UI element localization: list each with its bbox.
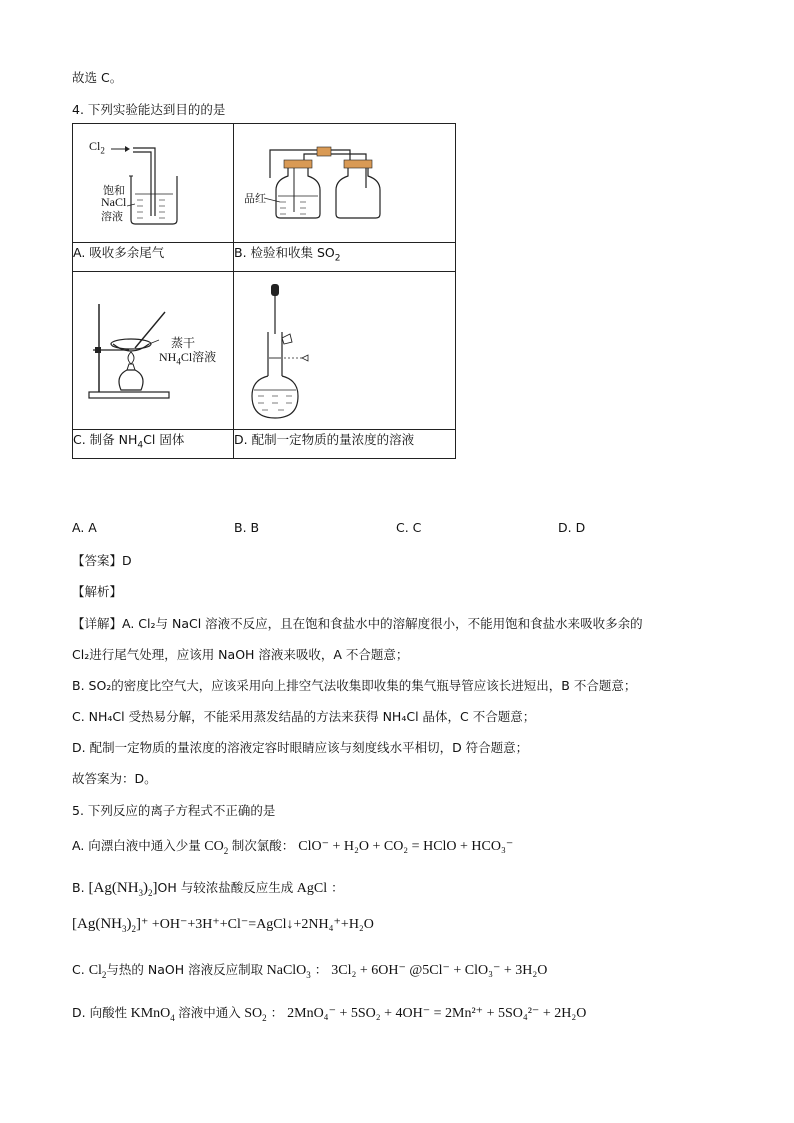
- magenta-label: 品红: [244, 192, 266, 205]
- option-c-caption: C. 制备 $NH_4Cl$ 固体: [73, 430, 234, 459]
- option-b: B. B: [234, 520, 260, 535]
- q5-option-a: A. 向漂白液中通入少量 $CO_2$ 制次氯酸： ClO⁻ + H₂O + CO₂ = HClO + HCO₃⁻: [72, 838, 514, 856]
- q5-option-b: B. $[Ag(NH_3)_2]OH$ 与较浓盐酸反应生成 AgCl ：: [72, 880, 344, 898]
- detail-conclusion: 故答案为：D。: [72, 771, 157, 786]
- option-d: D. D: [558, 520, 586, 535]
- volumetric-flask-figure: [234, 272, 455, 429]
- prev-conclusion: 故选 C。: [72, 70, 123, 85]
- figure-b-cell: [234, 124, 456, 243]
- detail-line-3: B. SO₂的密度比空气大，应该采用向上排空气法收集即收集的集气瓶导管应该长进短出，B 不合题意；: [72, 678, 637, 693]
- experiment-table: [72, 123, 456, 459]
- q5-a-equation: ClO⁻ + H₂O + CO₂ = HClO + HCO₃⁻: [298, 839, 514, 854]
- nacl-label: NaCl: [101, 195, 127, 209]
- question-5-title: 5. 下列反应的离子方程式不正确的是: [72, 803, 276, 818]
- analysis-heading: 【解析】: [72, 584, 123, 599]
- option-a: A. A: [72, 520, 97, 535]
- cl2-label: $Cl_2$: [89, 139, 105, 156]
- q5-option-c: C. $Cl_2$与热的 NaOH 溶液反应制取 NaClO$_3$ ： 3Cl₂ + 6OH⁻ @5Cl⁻ + ClO₃⁻ + 3H₂O: [72, 962, 548, 980]
- option-a-caption: A. 吸收多余尾气: [73, 243, 234, 272]
- figure-a-cell: [73, 124, 234, 243]
- nh4cl-solution-label: $NH_4Cl$溶液: [159, 350, 217, 367]
- solution-label: 溶液: [101, 210, 123, 223]
- detail-line-1: 【详解】A. Cl₂与 NaCl 溶液不反应，且在饱和食盐水中的溶解度很小，不能用饱和食盐水来吸收多余的: [72, 616, 643, 631]
- gas-bottles-figure: [234, 124, 455, 242]
- detail-line-4: C. NH₄Cl 受热易分解，不能采用蒸发结晶的方法来获得 NH₄Cl 晶体，C 不合题意；: [72, 709, 536, 724]
- figure-d-cell: [234, 272, 456, 430]
- saturated-label: 饱和: [103, 184, 125, 197]
- option-b-caption: B. 检验和收集 $SO_2$: [234, 243, 456, 272]
- q5-c-equation: 3Cl₂ + 6OH⁻ @5Cl⁻ + ClO₃⁻ + 3H₂O: [331, 963, 548, 978]
- option-c: C. C: [396, 520, 422, 535]
- evaporate-label: 蒸干: [171, 336, 196, 350]
- detail-line-2: Cl₂进行尾气处理，应该用 NaOH 溶液来吸收，A 不合题意；: [72, 647, 409, 662]
- option-d-caption: D. 配制一定物质的量浓度的溶液: [234, 430, 456, 459]
- q5-option-d: D. 向酸性 KMnO$_4$ 溶液中通入 $SO_2$ ： 2MnO₄⁻ + 5SO₂ + 4OH⁻ = 2Mn²⁺ + 5SO₄²⁻ + 2H₂O: [72, 1005, 587, 1023]
- figure-c-cell: [73, 272, 234, 430]
- q5-b-equation: $[Ag(NH_3)_2]^+$ +OH⁻+3H⁺+Cl⁻=AgCl↓+2NH₄⁺+H₂O: [72, 916, 374, 934]
- question-4-title: 4. 下列实验能达到目的的是: [72, 102, 226, 117]
- answer: 【答案】D: [72, 553, 132, 568]
- q5-d-equation: 2MnO₄⁻ + 5SO₂ + 4OH⁻ = 2Mn²⁺ + 5SO₄²⁻ + 2H₂O: [287, 1006, 587, 1021]
- detail-line-5: D. 配制一定物质的量浓度的溶液定容时眼睛应该与刻度线水平相切，D 符合题意；: [72, 740, 529, 755]
